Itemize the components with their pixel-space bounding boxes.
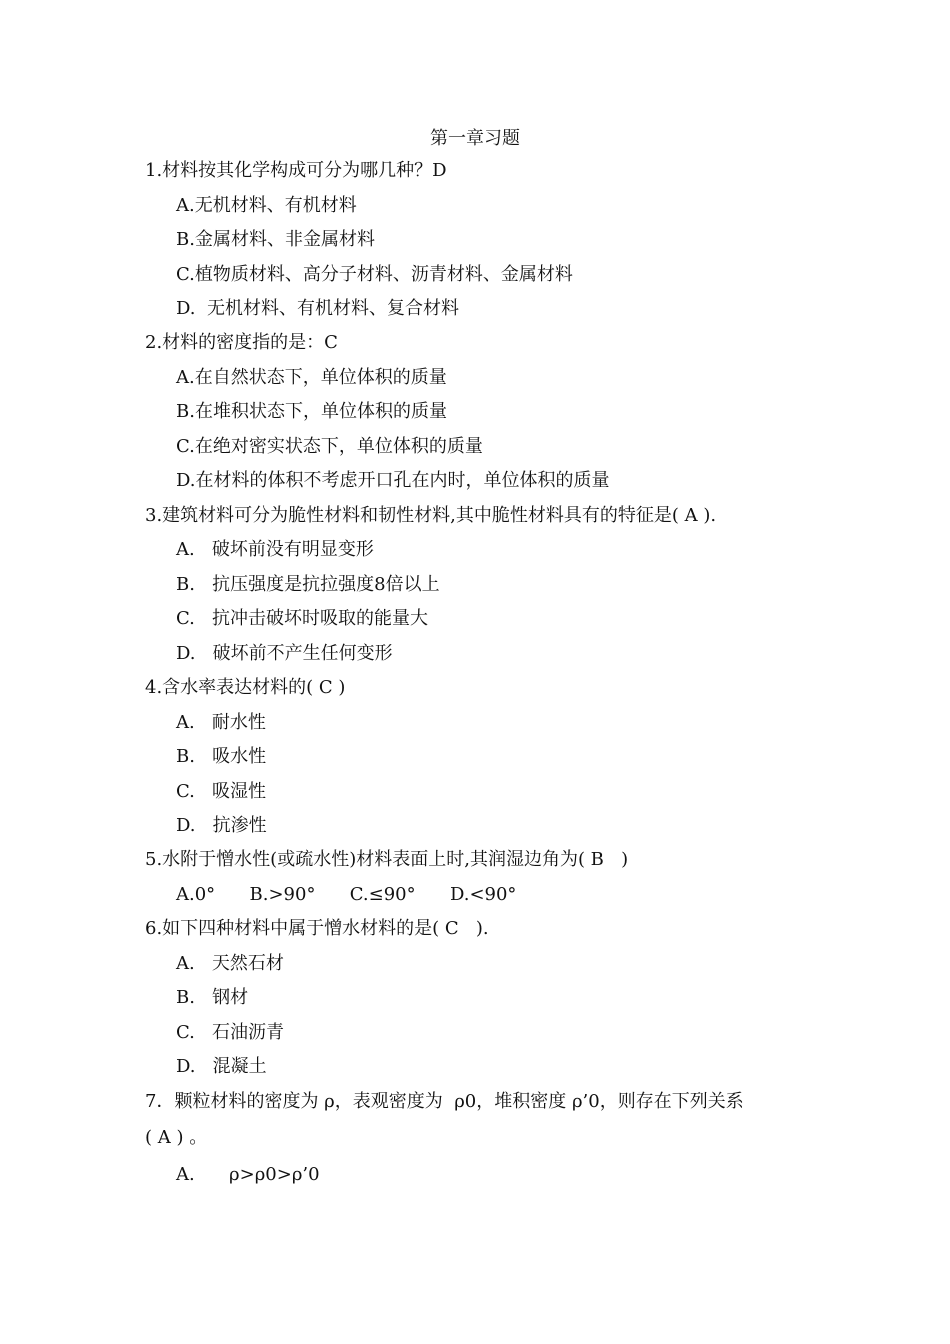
question-4-option-c: C. 吸湿性	[176, 781, 267, 802]
question-3-stem: 3.建筑材料可分为脆性材料和韧性材料,其中脆性材料具有的特征是( A ).	[145, 505, 717, 526]
question-2-option-b: B.在堆积状态下，单位体积的质量	[176, 401, 447, 422]
question-6-option-d: D. 混凝土	[176, 1056, 267, 1077]
question-3-option-d: D. 破坏前不产生任何变形	[176, 643, 393, 664]
question-1-stem: 1.材料按其化学构成可分为哪几种？D	[145, 160, 447, 181]
question-1-option-a: A.无机材料、有机材料	[176, 195, 357, 216]
question-6-option-a: A. 天然石材	[176, 953, 284, 974]
question-3-option-b: B. 抗压强度是抗拉强度8倍以上	[176, 574, 440, 595]
question-1-option-d: D. 无机材料、有机材料、复合材料	[176, 298, 459, 319]
question-6-stem: 6.如下四种材料中属于憎水材料的是( C ).	[145, 918, 489, 939]
question-7-stem: 7．颗粒材料的密度为 ρ，表观密度为 ρ0，堆积密度 ρ’0，则存在下列关系	[145, 1091, 744, 1112]
question-5-options: A.0° B.>90° C.≤90° D.<90°	[176, 884, 517, 905]
question-2-option-c: C.在绝对密实状态下，单位体积的质量	[176, 436, 483, 457]
question-1-option-c: C.植物质材料、高分子材料、沥青材料、金属材料	[176, 264, 573, 285]
question-1-option-b: B.金属材料、非金属材料	[176, 229, 375, 250]
question-4-option-d: D. 抗渗性	[176, 815, 267, 836]
question-2-option-d: D.在材料的体积不考虑开口孔在内时，单位体积的质量	[176, 470, 610, 491]
question-2-stem: 2.材料的密度指的是：C	[145, 332, 338, 353]
question-7-option-a: A. ρ>ρ0>ρ’0	[176, 1164, 320, 1185]
question-7-stem-continued: ( A ) 。	[145, 1127, 208, 1148]
question-6-option-c: C. 石油沥青	[176, 1022, 285, 1043]
question-3-option-c: C. 抗冲击破坏时吸取的能量大	[176, 608, 429, 629]
page-title: 第一章习题	[430, 128, 520, 149]
question-5-stem: 5.水附于憎水性(或疏水性)材料表面上时,其润湿边角为( B )	[145, 849, 629, 870]
question-3-option-a: A. 破坏前没有明显变形	[176, 539, 374, 560]
question-2-option-a: A.在自然状态下，单位体积的质量	[176, 367, 447, 388]
question-6-option-b: B. 钢材	[176, 987, 249, 1008]
question-4-option-b: B. 吸水性	[176, 746, 267, 767]
question-4-option-a: A. 耐水性	[176, 712, 266, 733]
question-4-stem: 4.含水率表达材料的( C )	[145, 677, 346, 698]
